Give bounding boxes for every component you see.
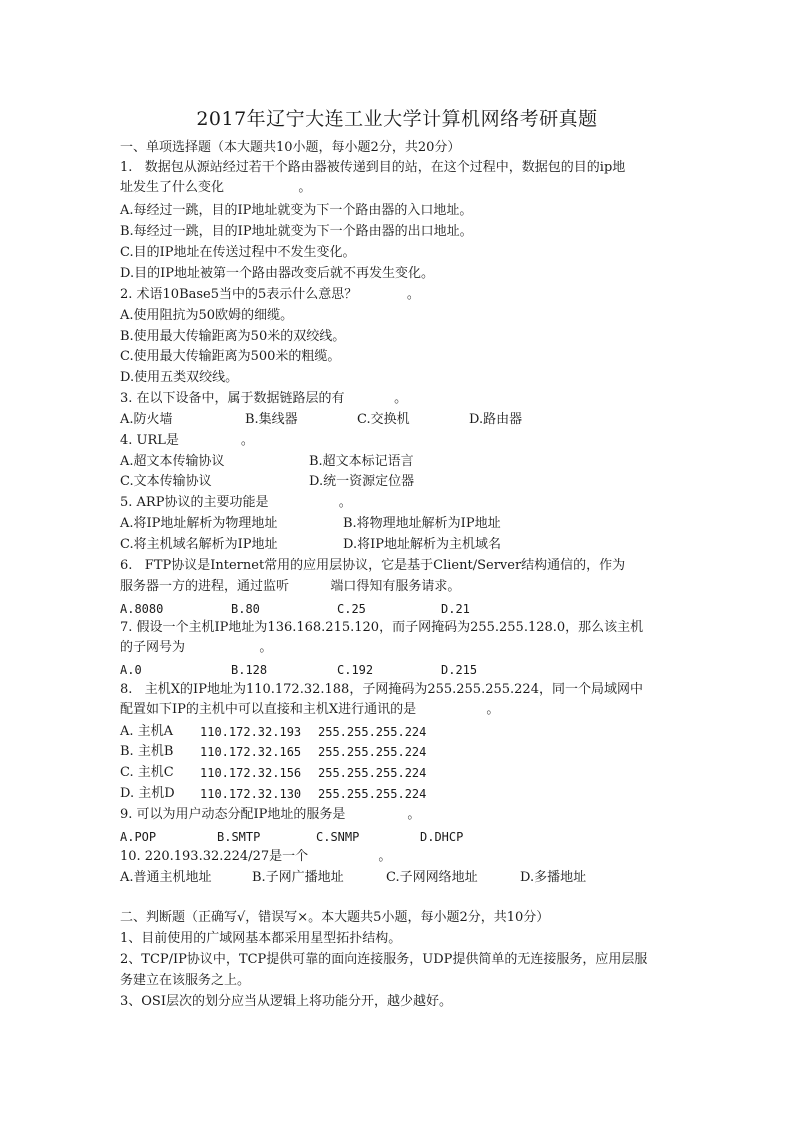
q1-stem-line2: 址发生了什么变化 。	[120, 180, 312, 195]
q3-option-b: B.集线器	[245, 412, 298, 427]
q9-option-c: C.SNMP	[316, 830, 360, 844]
q8-row-ip: 110.172.32.156	[200, 766, 302, 780]
q1-option-b: B.每经过一跳，目的IP地址就变为下一个路由器的出口地址。	[120, 224, 473, 239]
q6-option-d: D.21	[441, 602, 470, 616]
q4-option-b: B.超文本标记语言	[309, 454, 414, 469]
judge-item-1: 1、目前使用的广域网基本都采用星型拓扑结构。	[120, 931, 402, 946]
q6-option-c: C.25	[337, 602, 366, 616]
judge-item-2-line2: 务建立在该服务之上。	[120, 973, 251, 988]
q10-option-d: D.多播地址	[520, 870, 587, 885]
q2-option-a: A.使用阻抗为50欧姆的细缆。	[120, 308, 294, 323]
q3-option-c: C.交换机	[357, 412, 410, 427]
q9-stem: 9. 可以为用户动态分配IP地址的服务是 。	[120, 807, 421, 822]
section1-heading: 一、单项选择题（本大题共10小题，每小题2分，共20分）	[120, 140, 461, 155]
q3-option-d: D.路由器	[469, 412, 523, 427]
q6-stem-line1: 6. FTP协议是Internet常用的应用层协议，它是基于Client/Server结构通信的，作为	[120, 558, 626, 573]
q8-row-label: B. 主机B	[120, 744, 174, 759]
q2-stem: 2. 术语10Base5当中的5表示什么意思？ 。	[120, 287, 420, 302]
q10-option-a: A.普通主机地址	[120, 870, 212, 885]
q5-stem: 5. ARP协议的主要功能是 。	[120, 495, 352, 510]
q8-stem-line2: 配置如下IP的主机中可以直接和主机X进行通讯的是 。	[120, 702, 500, 717]
section2-heading: 二、判断题（正确写√，错误写×。本大题共5小题，每小题2分，共10分）	[120, 910, 550, 925]
q10-option-c: C.子网网络地址	[386, 870, 478, 885]
q8-row-ip: 110.172.32.193	[200, 725, 302, 739]
q7-option-b: B.128	[231, 663, 268, 677]
q6-option-a: A.8080	[120, 602, 164, 616]
q6-stem-line2: 服务器一方的进程，通过监听 端口得知有服务请求。	[120, 579, 461, 594]
q8-stem-line1: 8. 主机X的IP地址为110.172.32.188，子网掩码为255.255.255.224，同一个局域网中	[120, 682, 643, 697]
q7-option-d: D.215	[441, 663, 478, 677]
q7-stem-line1: 7. 假设一个主机IP地址为136.168.215.120，而子网掩码为255.255.128.0，那么该主机	[120, 620, 644, 635]
q9-option-d: D.DHCP	[420, 830, 464, 844]
q8-row-label: C. 主机C	[120, 765, 174, 780]
q1-option-c: C.目的IP地址在传送过程中不发生变化。	[120, 245, 356, 260]
q5-option-d: D.将IP地址解析为主机域名	[343, 537, 501, 552]
q6-option-b: B.80	[231, 602, 260, 616]
q2-option-b: B.使用最大传输距离为50米的双绞线。	[120, 329, 346, 344]
q3-option-a: A.防火墙	[120, 412, 173, 427]
q8-row-mask: 255.255.255.224	[318, 745, 427, 759]
q5-option-b: B.将物理地址解析为IP地址	[343, 516, 501, 531]
q8-row-ip: 110.172.32.130	[200, 787, 302, 801]
q1-option-d: D.目的IP地址被第一个路由器改变后就不再发生变化。	[120, 266, 434, 281]
q7-option-c: C.192	[337, 663, 374, 677]
q10-option-b: B.子网广播地址	[252, 870, 344, 885]
q2-option-d: D.使用五类双绞线。	[120, 370, 239, 385]
q1-stem-line1: 1. 数据包从源站经过若干个路由器被传递到目的站，在这个过程中，数据包的目的ip地	[120, 160, 626, 175]
q4-option-d: D.统一资源定位器	[309, 474, 415, 489]
q3-stem: 3. 在以下设备中，属于数据链路层的有 。	[120, 391, 408, 406]
q7-option-a: A.0	[120, 663, 142, 677]
q9-option-b: B.SMTP	[217, 830, 261, 844]
q2-option-c: C.使用最大传输距离为500米的粗缆。	[120, 349, 341, 364]
q7-stem-line2: 的子网号为 。	[120, 640, 273, 655]
q8-row-ip: 110.172.32.165	[200, 745, 302, 759]
q8-row-label: D. 主机D	[120, 786, 175, 801]
judge-item-3: 3、OSI层次的划分应当从逻辑上将功能分开，越少越好。	[120, 994, 452, 1009]
q4-option-c: C.文本传输协议	[120, 474, 212, 489]
q1-option-a: A.每经过一跳，目的IP地址就变为下一个路由器的入口地址。	[120, 203, 473, 218]
q8-row-mask: 255.255.255.224	[318, 787, 427, 801]
q8-row-label: A. 主机A	[120, 724, 174, 739]
page-title: 2017年辽宁大连工业大学计算机网络考研真题	[196, 108, 598, 130]
q5-option-c: C.将主机域名解析为IP地址	[120, 537, 278, 552]
judge-item-2-line1: 2、TCP/IP协议中，TCP提供可靠的面向连接服务，UDP提供简单的无连接服务，应用层服	[120, 952, 648, 967]
q9-option-a: A.POP	[120, 830, 157, 844]
q5-option-a: A.将IP地址解析为物理地址	[120, 516, 278, 531]
q8-row-mask: 255.255.255.224	[318, 725, 427, 739]
q4-option-a: A.超文本传输协议	[120, 454, 225, 469]
q4-stem: 4. URL是 。	[120, 433, 254, 448]
q8-row-mask: 255.255.255.224	[318, 766, 427, 780]
q10-stem: 10. 220.193.32.224/27是一个 。	[120, 849, 392, 864]
